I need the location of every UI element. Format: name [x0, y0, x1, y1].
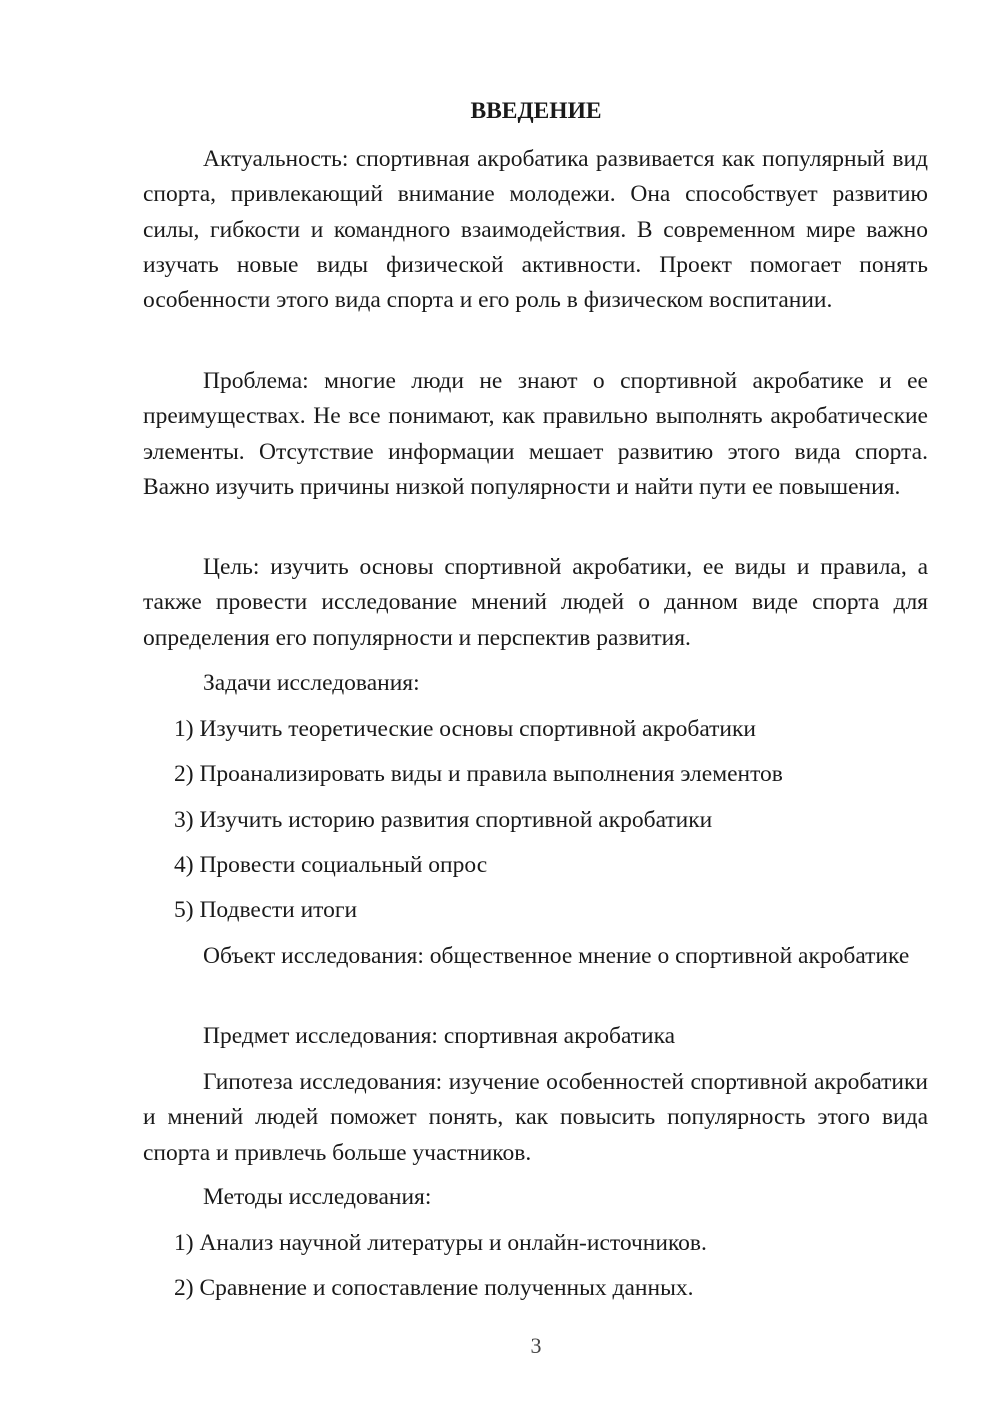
task-item: 5) Подвести итоги: [174, 897, 358, 923]
subject-line: Предмет исследования: спортивная акробатика: [203, 1023, 676, 1049]
tasks-heading: Задачи исследования:: [203, 670, 420, 696]
method-item: 2) Сравнение и сопоставление полученных данных.: [174, 1275, 694, 1301]
page-number: 3: [530, 1333, 542, 1358]
task-item: 2) Проанализировать виды и правила выполнения элементов: [174, 761, 783, 787]
methods-heading: Методы исследования:: [203, 1184, 432, 1210]
method-item: 1) Анализ научной литературы и онлайн-источников.: [174, 1230, 707, 1256]
task-item: 1) Изучить теоретические основы спортивной акробатики: [174, 716, 756, 742]
task-item: 4) Провести социальный опрос: [174, 852, 488, 878]
task-item: 3) Изучить историю развития спортивной акробатики: [174, 807, 713, 833]
hypothesis-paragraph: Гипотеза исследования: изучение особенностей спортивной акробатики и мнений людей поможет понять, как повысить популярность этого вида спорта и привлечь больше участников.: [143, 1069, 928, 1166]
section-title: ВВЕДЕНИЕ: [470, 98, 602, 124]
relevance-paragraph: Актуальность: спортивная акробатика развивается как популярный вид спорта, привлекающий внимание молодежи. Она способствует развитию силы, гибкости и командного взаимодействия. В современном мире важно изучать новые виды физической активности. Проект помогает понять особенности этого вида спорта и его роль в физическом воспитании.: [143, 146, 928, 314]
object-paragraph: Объект исследования: общественное мнение о спортивной акробатике: [203, 943, 910, 969]
problem-paragraph: Проблема: многие люди не знают о спортивной акробатике и ее преимуществах. Не все понимают, как правильно выполнять акробатические элементы. Отсутствие информации мешает развитию этого вида спорта. Важно изучить причины низкой популярности и найти пути ее повышения.: [143, 368, 928, 500]
goal-paragraph: Цель: изучить основы спортивной акробатики, ее виды и правила, а также провести исследование мнений людей о данном виде спорта для определения его популярности и перспектив развития.: [143, 554, 928, 651]
